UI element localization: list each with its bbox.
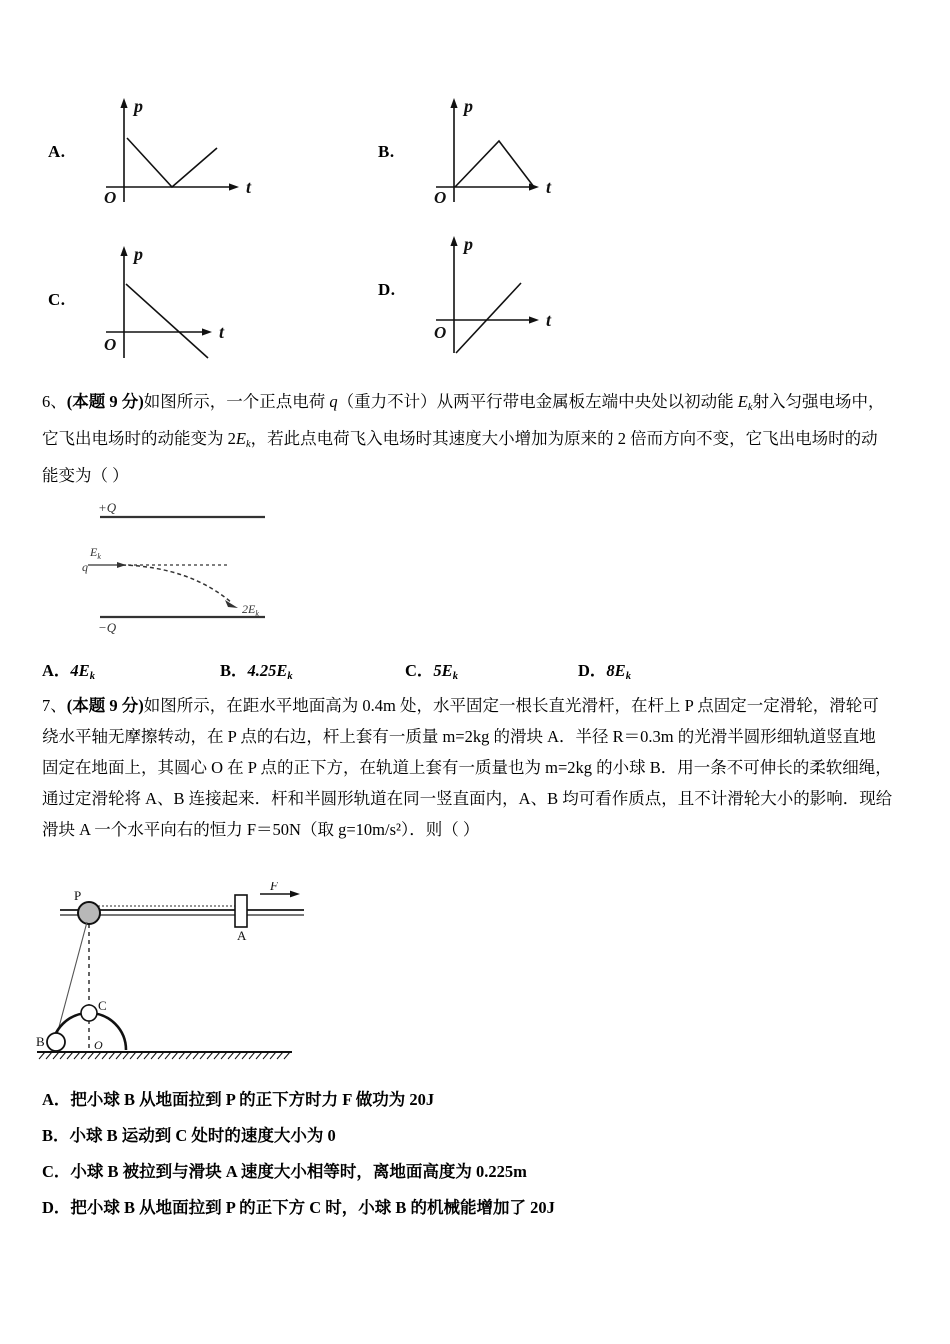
q6-answer-d-value: 8E xyxy=(606,661,626,680)
pulley-label: P xyxy=(74,888,82,903)
graph-a-y-label: p xyxy=(134,96,143,116)
q6-marks: (本题 9 分) xyxy=(66,392,144,411)
center-label: O xyxy=(94,1038,103,1052)
graph-c-x-label: t xyxy=(219,322,225,342)
graph-a-svg xyxy=(76,90,276,210)
q6-answer-c-tag: C． xyxy=(405,661,434,680)
force-label: F xyxy=(270,882,278,893)
q6-line1a: 如图所示，一个正点电荷 xyxy=(143,392,330,411)
graph-d-x-label: t xyxy=(546,310,552,330)
q7-line5: 滑块 A 一个水平向右的恒力 F＝50N（取 g=10m/s²）．则（ ） xyxy=(42,820,480,839)
q6-number: 6、 xyxy=(42,392,67,411)
q6-answer-a-value: 4E xyxy=(70,661,90,680)
charge-label: q xyxy=(82,560,88,574)
graph-d-origin-label: O xyxy=(434,323,447,342)
q6-answer-a-sub: k xyxy=(89,670,95,682)
graph-b-svg xyxy=(406,90,606,210)
q6-line3: 能变为（ ） xyxy=(42,465,129,485)
graph-d-y-label: p xyxy=(464,234,473,254)
q6-line1c: 射入匀强电场中， xyxy=(752,392,885,411)
option-d-label: D. xyxy=(378,280,396,299)
question-6-figure xyxy=(60,495,360,648)
q6-charge-symbol: q xyxy=(329,392,338,411)
option-a-label: A. xyxy=(48,142,66,161)
question-7-figure xyxy=(32,882,332,1073)
bottom-plate-label: −Q xyxy=(98,620,117,635)
q6-answer-d[interactable] xyxy=(578,657,631,682)
graph-c-y-label: p xyxy=(134,244,143,264)
q7-line3: 固定在地面上，其圆心 O 在 P 点的正下方，在轨道上套有一质量也为 m=2kg 的小球 B．用一条不可伸长的柔软细绳， xyxy=(42,758,892,777)
q6-answer-d-sub: k xyxy=(625,670,631,682)
graph-option-b xyxy=(378,90,678,225)
q6-ek2-subscript: k xyxy=(245,438,251,450)
q7-line2: 绕水平轴无摩擦转动，在 P 点的右边，杆上套有一质量 m=2kg 的滑块 A．半径 R＝0.3m 的光滑半圆形细轨道竖直地 xyxy=(42,727,876,746)
q6-answer-c-sub: k xyxy=(452,670,458,682)
slider-label: A xyxy=(237,928,247,943)
exit-energy-label: $2E_k$ xyxy=(242,602,259,618)
graph-a-x-label: t xyxy=(246,177,252,197)
graph-b-y-label: p xyxy=(464,96,473,116)
q6-line1b: （重力不计）从两平行带电金属板左端中央处以初动能 xyxy=(337,392,738,411)
top-plate-label: +Q xyxy=(98,500,117,515)
question-6-text xyxy=(42,386,908,491)
graph-c-svg xyxy=(76,238,276,363)
q6-answer-c[interactable] xyxy=(405,657,578,682)
q7-line1: 如图所示，在距水平地面高为 0.4m 处，水平固定一根长直光滑杆，在杆上 P 点固定一定滑轮，滑轮可 xyxy=(143,696,879,715)
parallel-plates-svg xyxy=(60,495,360,643)
q6-ek-symbol: E xyxy=(737,392,748,411)
question-6-answers xyxy=(42,657,631,682)
pulley-track-svg xyxy=(32,882,332,1068)
graph-b-origin-label: O xyxy=(434,188,447,207)
q7-answer-b[interactable]: B．小球 B 运动到 C 处时的速度大小为 0 xyxy=(42,1126,336,1145)
entry-energy-label: $E_k$ xyxy=(90,545,101,561)
q7-answer-a[interactable]: A．把小球 B 从地面拉到 P 的正下方时力 F 做功为 20J xyxy=(42,1090,435,1109)
q6-answer-c-value: 5E xyxy=(433,661,453,680)
top-point-label: C xyxy=(98,998,107,1013)
q6-answer-b-tag: B． xyxy=(220,661,248,680)
q7-line4: 通过定滑轮将 A、B 连接起来．杆和半圆形轨道在同一竖直面内，A、B 均可看作质点，且不计滑轮大小的影响．现给 xyxy=(42,789,893,808)
q6-ek-subscript: k xyxy=(747,401,753,413)
q6-ek2-symbol: E xyxy=(235,428,246,448)
q6-line2b: ，若此点电荷飞入电场时其速度大小增加为原来的 2 倍而方向不变，它飞出电场时的动 xyxy=(250,428,878,448)
graph-b-x-label: t xyxy=(546,177,552,197)
q6-answer-b-sub: k xyxy=(287,670,293,682)
q6-answer-b-value: 4.25E xyxy=(247,661,288,680)
graph-option-c xyxy=(48,238,348,373)
q6-line2a: 它飞出电场时的动能变为 2 xyxy=(42,428,236,448)
q7-number: 7、 xyxy=(42,696,67,715)
question-7-text xyxy=(42,690,912,845)
q7-marks: (本题 9 分) xyxy=(66,696,144,715)
q6-answer-d-tag: D． xyxy=(578,661,607,680)
graph-d-svg xyxy=(406,228,606,358)
q6-answer-a[interactable] xyxy=(42,657,220,682)
graph-c-origin-label: O xyxy=(104,335,117,354)
graph-a-origin-label: O xyxy=(104,188,117,207)
graph-option-a xyxy=(48,90,348,225)
q6-answer-a-tag: A． xyxy=(42,661,71,680)
q6-answer-b[interactable] xyxy=(220,657,405,682)
q7-answer-d[interactable]: D．把小球 B 从地面拉到 P 的正下方 C 时，小球 B 的机械能增加了 20J xyxy=(42,1198,555,1217)
option-b-label: B. xyxy=(378,142,395,161)
q7-answer-c[interactable]: C．小球 B 被拉到与滑块 A 速度大小相等时，离地面高度为 0.225m xyxy=(42,1162,527,1181)
graph-option-d xyxy=(378,228,678,363)
ball-label: B xyxy=(36,1034,45,1049)
option-c-label: C. xyxy=(48,290,66,309)
